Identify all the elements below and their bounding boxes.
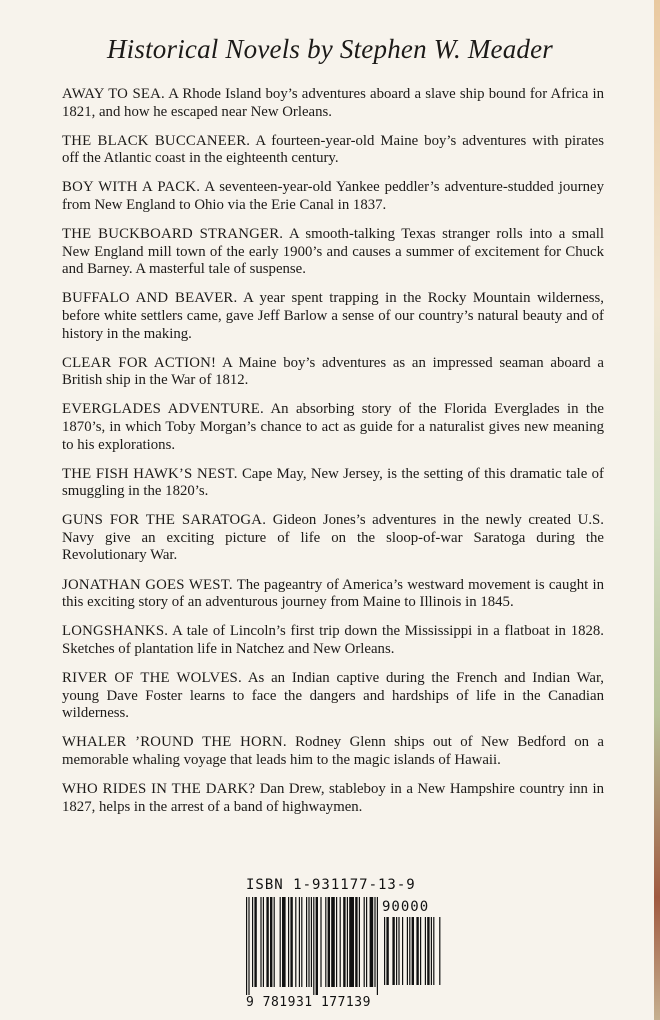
page-title: Historical Novels by Stephen W. Meader <box>106 34 554 64</box>
barcode-bar <box>331 897 335 987</box>
barcode-bar <box>364 897 365 987</box>
barcode-bar <box>355 897 357 987</box>
barcode-bar <box>295 897 296 987</box>
barcode-bar <box>416 917 418 985</box>
barcode-bar <box>313 897 314 995</box>
barcode-bar <box>359 897 360 987</box>
barcode-bar <box>386 917 388 985</box>
novel-entry <box>62 226 604 279</box>
ean-barcode <box>246 897 378 997</box>
novel-entry <box>62 133 604 168</box>
barcode-bar <box>439 917 440 985</box>
novel-description: An absorbing story of the Florida Everglades in the 1870’s, in which Toby Morgan’s chance to act as guide for a naturalist gives new meaning to his explorations. <box>62 401 604 453</box>
barcode-bar <box>370 897 374 987</box>
novel-title: THE BLACK BUCCANEER. <box>62 132 251 149</box>
novel-title: BUFFALO AND BEAVER. <box>62 290 238 307</box>
barcode-bar <box>343 897 345 987</box>
barcode-bar <box>266 897 268 987</box>
novel-list <box>62 86 604 828</box>
barcode-bar <box>420 917 421 985</box>
barcode-bar <box>316 897 318 995</box>
barcode-bar <box>260 897 261 987</box>
novel-entry <box>62 401 604 454</box>
novel-description: A seventeen-year-old Yankee peddler’s adventure-studded journey from New England to Ohio via the Erie Canal in 1837. <box>62 179 604 213</box>
novel-description: The pageantry of America’s westward movement is caught in this exciting story of an adventurous journey from Maine to Illinois in 1845. <box>62 576 605 611</box>
isbn-label: ISBN 1-931177-13-9 <box>246 877 416 893</box>
barcode-bar <box>290 897 292 987</box>
novel-title: THE FISH HAWK’S NEST. <box>62 465 238 482</box>
barcode-bar <box>396 917 397 985</box>
novel-description: A tale of Lincoln’s first trip down the Mississippi in a flatboat in 1828. Sketches of plantation life in Natchez and New Orleans. <box>62 623 604 657</box>
novel-title: EVERGLADES ADVENTURE. <box>62 401 264 418</box>
barcode-bar <box>433 917 434 985</box>
novel-description: A Maine boy’s adventures as an impressed seaman aboard a British ship in the War of 1812. <box>62 354 604 389</box>
barcode-bar <box>347 897 348 987</box>
barcode-bar <box>288 897 289 987</box>
barcode-bar <box>409 917 410 985</box>
novel-description: As an Indian captive during the French and Indian War, young Dave Foster learns to face the dangers and hardships of life in the Canadian wilderness. <box>62 669 604 722</box>
barcode-bar <box>392 917 394 985</box>
novel-title: RIVER OF THE WOLVES. <box>62 669 242 686</box>
novel-entry <box>62 670 604 723</box>
barcode-bar <box>377 897 378 995</box>
novel-entry <box>62 355 604 390</box>
barcode-bar <box>254 897 256 987</box>
barcode-bar <box>280 897 281 987</box>
novel-description: Gideon Jones’s adventures in the newly created U.S. Navy give an exciting picture of life on the sloop-of-war Saratoga during the Revolutionary War. <box>62 512 604 564</box>
barcode-bar <box>374 897 375 987</box>
barcode-bar <box>306 897 307 987</box>
barcode-bar <box>402 917 403 985</box>
novel-description: A year spent trapping in the Rocky Mountain wilderness, before white settlers came, gave Jeff Barlow a sense of our country’s natural beauty and of history in the making. <box>62 290 604 342</box>
novel-description: Dan Drew, stableboy in a New Hampshire country inn in 1827, helps in the arrest of a band of highwaymen. <box>62 780 604 815</box>
novel-title: WHALER ’ROUND THE HORN. <box>62 734 287 751</box>
novel-title: CLEAR FOR ACTION! <box>62 354 217 371</box>
barcode-bar <box>336 897 337 987</box>
barcode-bar <box>248 897 249 995</box>
barcode-bar <box>398 917 399 985</box>
novel-entry <box>62 623 604 658</box>
barcode-bar <box>308 897 309 987</box>
novel-title: AWAY TO SEA. <box>62 86 165 102</box>
novel-title: GUNS FOR THE SARATOGA. <box>62 512 267 529</box>
barcode-bar <box>320 897 321 987</box>
barcode-digits: 9 781931 177139 <box>246 995 371 1010</box>
novel-description: Cape May, New Jersey, is the setting of this dramatic tale of smuggling in the 1820’s. <box>62 465 604 500</box>
novel-entry <box>62 290 604 343</box>
barcode-bar <box>252 897 253 987</box>
barcode-bar <box>328 897 330 987</box>
barcode-bar <box>325 897 326 987</box>
novel-title: WHO RIDES IN THE DARK? <box>62 780 256 797</box>
barcode-bar <box>366 897 367 987</box>
barcode-bar <box>282 897 286 987</box>
novel-title: LONGSHANKS. <box>62 623 169 640</box>
novel-entry <box>62 466 604 501</box>
novel-entry <box>62 179 604 214</box>
price-code: 90000 <box>382 899 430 915</box>
novel-description: A smooth-talking Texas stranger rolls into a small New England mill town of the early 1900’s and causes a summer of excitement for Chuck and Barney. A masterful tale of suspense. <box>62 226 604 278</box>
price-addon-barcode <box>384 917 446 997</box>
novel-description: A fourteen-year-old Maine boy’s adventures with pirates off the Atlantic coast in the eighteenth century. <box>62 132 605 167</box>
barcode-bar <box>301 897 302 987</box>
novel-title: THE BUCKBOARD STRANGER. <box>62 226 284 243</box>
novel-entry <box>62 734 604 769</box>
novel-entry <box>62 86 604 121</box>
barcode-bar <box>407 917 408 985</box>
barcode-bar <box>384 917 385 985</box>
barcode-bar <box>263 897 264 987</box>
novel-description: Rodney Glenn ships out of New Bedford on a memorable whaling voyage that leads him to the magic islands of Hawaii. <box>62 734 604 768</box>
novel-entry <box>62 781 604 816</box>
barcode-bar <box>246 897 247 995</box>
novel-title: JONATHAN GOES WEST. <box>62 576 233 593</box>
barcode-block <box>246 877 446 1017</box>
barcode-bar <box>270 897 272 987</box>
barcode-bar <box>311 897 312 987</box>
barcode-bar <box>431 917 432 985</box>
barcode-bar <box>427 917 429 985</box>
barcode-bar <box>412 917 414 985</box>
novel-description: A Rhode Island boy’s adventures aboard a slave ship bound for Africa in 1821, and how he escaped near New Orleans. <box>62 86 604 120</box>
novel-title: BOY WITH A PACK. <box>62 179 201 196</box>
barcode-bar <box>340 897 341 987</box>
novel-entry <box>62 577 604 612</box>
barcode-bar <box>274 897 275 987</box>
barcode-bar <box>349 897 354 987</box>
novel-entry <box>62 512 604 565</box>
book-cover-edge <box>654 0 660 1020</box>
barcode-bar <box>425 917 426 985</box>
barcode-bar <box>299 897 300 987</box>
